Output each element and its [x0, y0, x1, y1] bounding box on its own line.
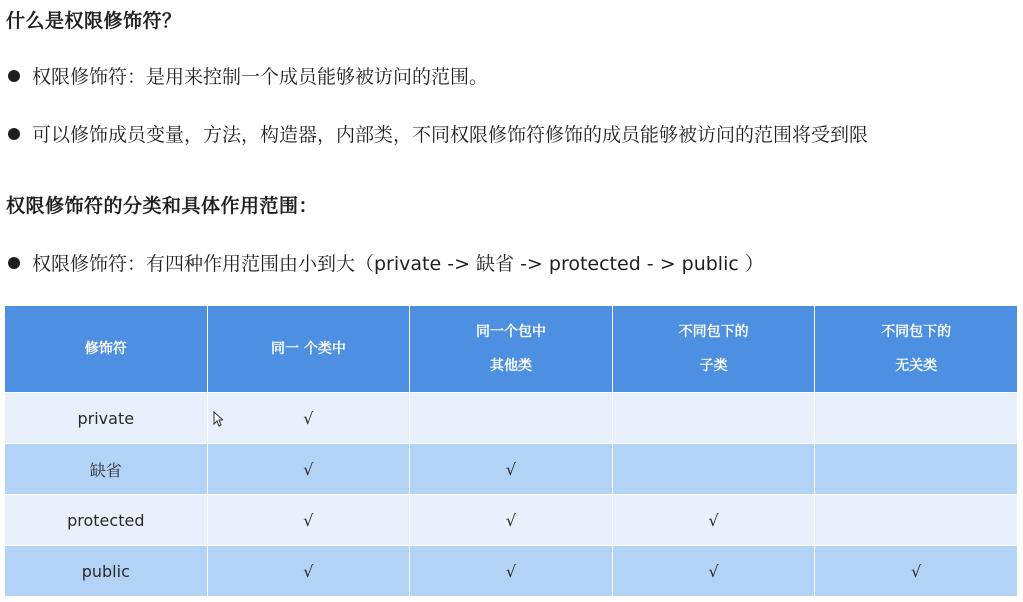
access-cell: √ [612, 546, 815, 597]
table-row [5, 495, 1018, 546]
access-cell [612, 444, 815, 495]
access-cell [410, 393, 613, 444]
access-cell: √ [207, 444, 410, 495]
bullet-dot-icon [8, 128, 20, 140]
access-cell [815, 444, 1018, 495]
access-cell: √ [207, 546, 410, 597]
table-row [5, 444, 1018, 495]
table-row [5, 393, 1018, 444]
modifier-cell: public [5, 546, 208, 597]
access-cell: √ [410, 495, 613, 546]
access-cell: √ [207, 393, 410, 444]
access-cell: √ [410, 444, 613, 495]
access-cell: √ [410, 546, 613, 597]
bullet-usage-text: 可以修饰成员变量，方法，构造器，内部类，不同权限修饰符修饰的成员能够被访问的范围将受到限 [32, 124, 869, 146]
header-modifier: 修饰符 [5, 306, 208, 393]
heading-classification: 权限修饰符的分类和具体作用范围： [6, 195, 319, 217]
header-same-class: 同一 个类中 [207, 306, 410, 393]
bullet-definition [6, 62, 488, 89]
bullet-order-text: 权限修饰符：有四种作用范围由小到大（private -> 缺省 -> protected - > public ） [32, 253, 764, 275]
access-cell: √ [815, 546, 1018, 597]
header-subclass-other-package: 不同包下的 子类 [612, 306, 815, 393]
header-unrelated-other-package: 不同包下的 无关类 [815, 306, 1018, 393]
header-same-package: 同一个包中 其他类 [410, 306, 613, 393]
table-header-row [5, 306, 1018, 393]
modifier-cell: protected [5, 495, 208, 546]
access-cell [815, 393, 1018, 444]
modifier-cell: private [5, 393, 208, 444]
table-row [5, 546, 1018, 597]
bullet-usage [6, 120, 868, 147]
bullet-dot-icon [8, 70, 20, 82]
mouse-pointer-icon [213, 411, 223, 427]
access-cell: √ [207, 495, 410, 546]
access-modifier-table [4, 306, 1018, 596]
modifier-cell: 缺省 [5, 444, 208, 495]
access-cell [612, 393, 815, 444]
bullet-order [6, 249, 764, 276]
heading-what-is-modifier: 什么是权限修饰符？ [6, 10, 182, 32]
access-cell: √ [612, 495, 815, 546]
bullet-definition-text: 权限修饰符：是用来控制一个成员能够被访问的范围。 [32, 66, 489, 88]
access-cell [815, 495, 1018, 546]
bullet-dot-icon [8, 257, 20, 269]
